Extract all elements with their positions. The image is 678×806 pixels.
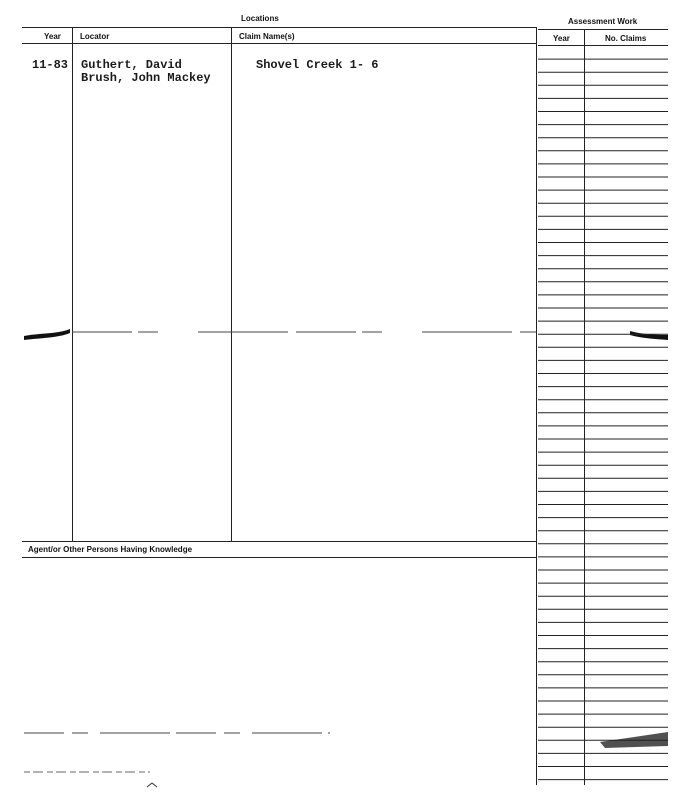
claim-name: Shovel Creek 1- 6 [256, 58, 379, 72]
assessment-ruled-grid [538, 46, 668, 786]
claim-names-column-header: Claim Name(s) [239, 32, 295, 41]
assessment-work-header: Assessment Work [568, 17, 638, 26]
locator-name: Guthert, David [81, 58, 182, 72]
assessment-year-column-header: Year [553, 34, 570, 43]
record-year: 11-83 [32, 58, 69, 72]
no-claims-column-header: No. Claims [605, 34, 647, 43]
locations-header: Locations [241, 14, 279, 23]
locator-name: Brush, John Mackey [81, 71, 211, 85]
year-column-header: Year [44, 32, 61, 41]
locator-column-header: Locator [80, 32, 110, 41]
caret-mark [147, 783, 157, 787]
agent-section-label: Agent/or Other Persons Having Knowledge [28, 545, 193, 554]
binding-mark-left [24, 329, 70, 340]
